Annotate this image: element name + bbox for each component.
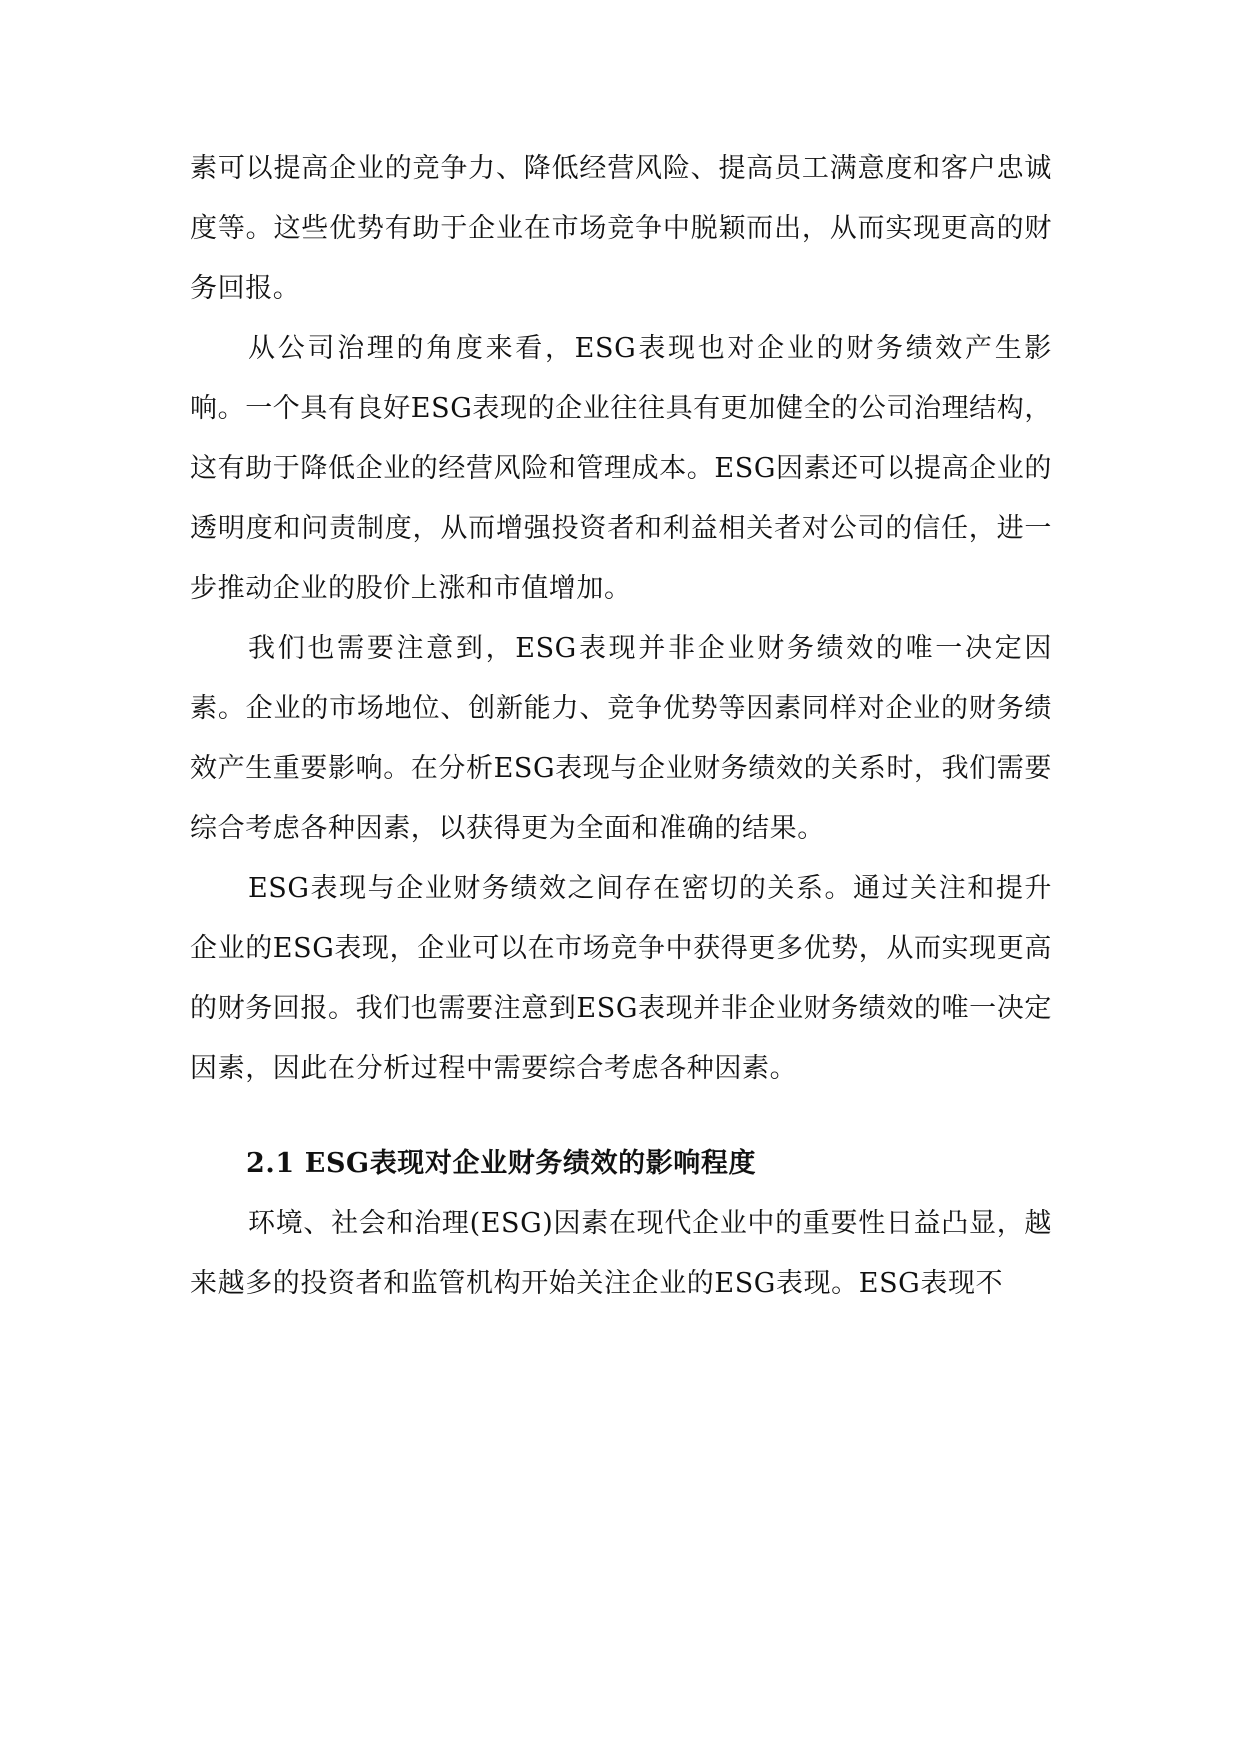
paragraph-section-intro: 环境、社会和治理(ESG)因素在现代企业中的重要性日益凸显，越来越多的投资者和监管机构开始关注企业的ESG表现。ESG表现不 bbox=[190, 1208, 1052, 1299]
paragraph-continuation: 素可以提高企业的竞争力、降低经营风险、提高员工满意度和客户忠诚度等。这些优势有助于企业在市场竞争中脱颖而出，从而实现更高的财务回报。 bbox=[190, 153, 1052, 304]
paragraph-other-factors: 我们也需要注意到，ESG表现并非企业财务绩效的唯一决定因素。企业的市场地位、创新能力、竞争优势等因素同样对企业的财务绩效产生重要影响。在分析ESG表现与企业财务绩效的关系时，我们需要综合考虑各种因素，以获得更为全面和准确的结果。 bbox=[190, 633, 1052, 844]
section-heading: 2.1 ESG表现对企业财务绩效的影响程度 bbox=[246, 1148, 757, 1179]
paragraph-summary: ESG表现与企业财务绩效之间存在密切的关系。通过关注和提升企业的ESG表现，企业可以在市场竞争中获得更多优势，从而实现更高的财务回报。我们也需要注意到ESG表现并非企业财务绩效的唯一决定因素，因此在分析过程中需要综合考虑各种因素。 bbox=[190, 873, 1052, 1084]
paragraph-corporate-governance: 从公司治理的角度来看，ESG表现也对企业的财务绩效产生影响。一个具有良好ESG表现的企业往往具有更加健全的公司治理结构，这有助于降低企业的经营风险和管理成本。ESG因素还可以提高企业的透明度和问责制度，从而增强投资者和利益相关者对公司的信任，进一步推动企业的股价上涨和市值增加。 bbox=[190, 333, 1052, 604]
page-content bbox=[190, 139, 1052, 1314]
